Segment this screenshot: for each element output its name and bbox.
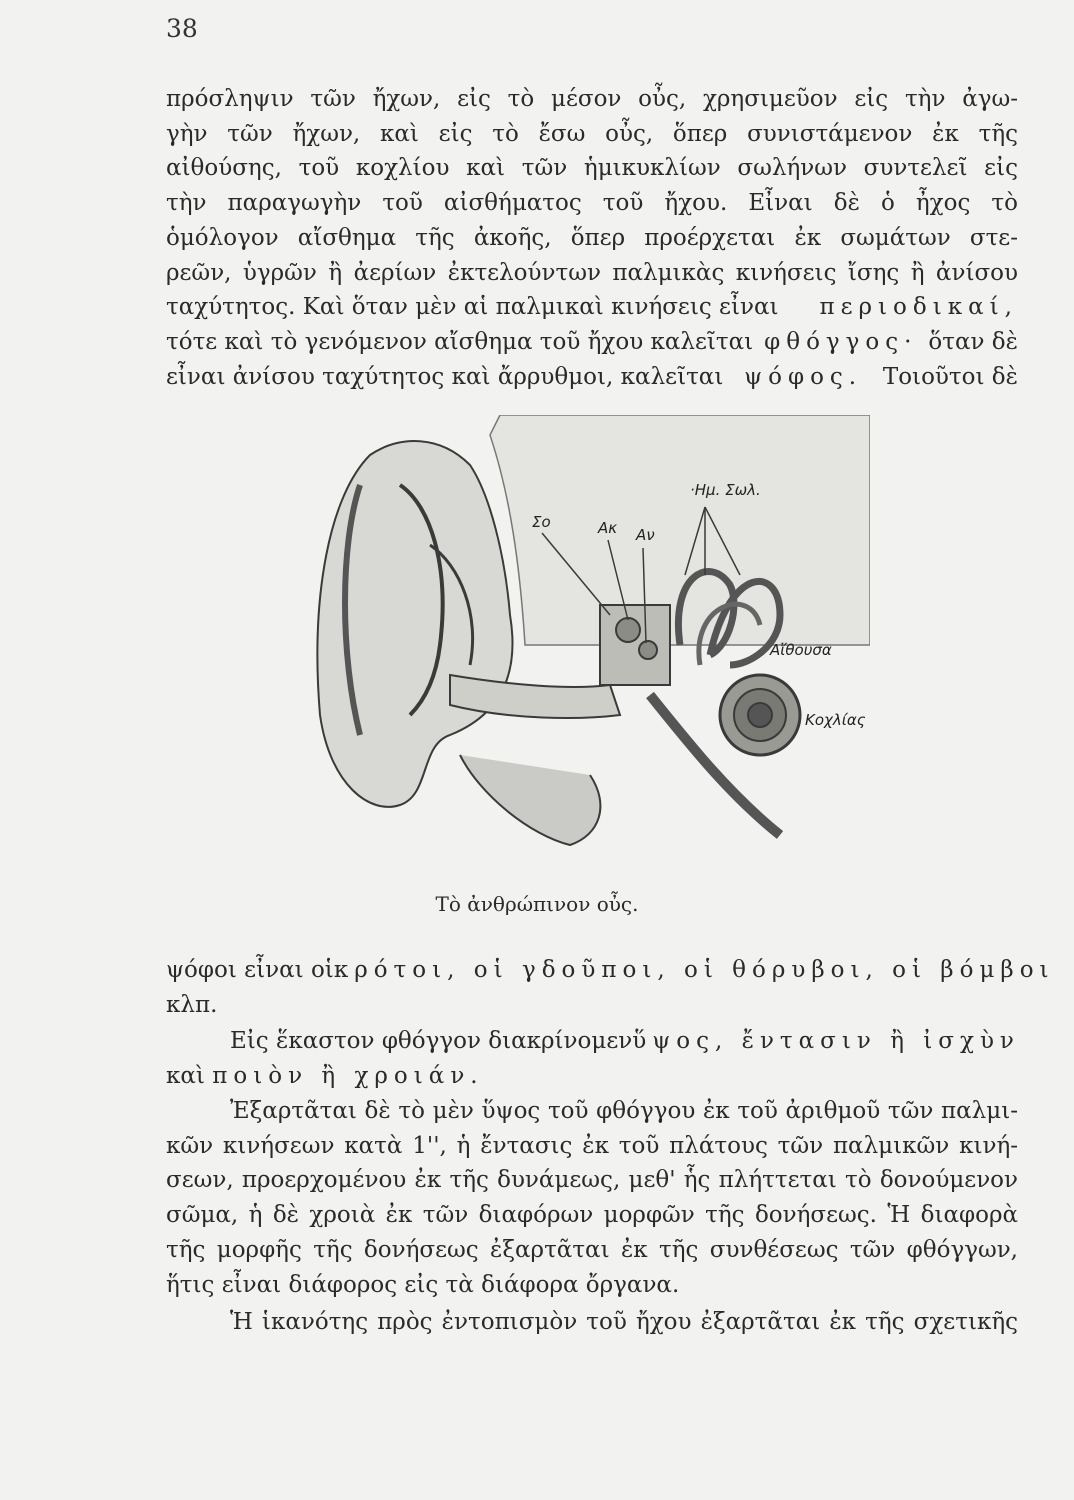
lower-tissue [460, 755, 600, 845]
spaced-term: κρότοι, οἱ γδοῦποι, οἱ θόρυβοι, οἱ βόμβοι [333, 957, 1055, 983]
spaced-term: ψόφος. [744, 363, 863, 390]
paragraph-localization [166, 1305, 1018, 1340]
text-line: γὴν τῶν ἤχων, καὶ εἰς τὸ ἔσω οὖς, ὅπερ συνιστάμενον ἐκ τῆς [166, 120, 1018, 147]
figure-caption: Τὸ ἀνθρώπινον οὖς. [435, 892, 639, 916]
spaced-term: ποιὸν ἢ χροιάν. [212, 1062, 484, 1089]
text-run: εἶναι ἀνίσου ταχύτητος καὶ ἄρρυθμοι, καλεῖται [166, 363, 724, 390]
text-line: τὴν παραγωγὴν τοῦ αἰσθήματος τοῦ ἤχου. Εἶναι δὲ ὁ ἦχος τὸ [166, 190, 1018, 217]
spaced-term: περιοδικαί, [819, 294, 1018, 321]
cochlea-spiral [748, 703, 772, 727]
text-run: καὶ [166, 1062, 205, 1089]
text-line: κλπ. [166, 991, 218, 1018]
text-line: ἥτις εἶναι διάφορος εἰς τὰ διάφορα ὄργανα. [166, 1271, 680, 1298]
text-line: σῶμα, ἡ δὲ χροιὰ ἐκ τῶν διαφόρων μορφῶν τῆς δονήσεως. Ἡ διαφορὰ [166, 1202, 1018, 1229]
text-line [166, 290, 1018, 325]
label-stirrup: Ακ [598, 519, 618, 537]
paragraph-noises [166, 953, 1055, 1022]
label-anvil: Αν [636, 526, 655, 544]
ossicle-stirrup [616, 618, 640, 642]
spaced-term: φθόγγος· [764, 328, 918, 355]
text-line [166, 360, 1018, 395]
text-line: Ἐξαρτᾶται δὲ τὸ μὲν ὕψος τοῦ φθόγγου ἐκ τοῦ ἀριθμοῦ τῶν παλμι- [230, 1098, 1018, 1124]
text-line [166, 325, 1018, 360]
page-number: 38 [166, 14, 198, 43]
text-line: σεων, προερχομένου ἐκ τῆς δυνάμεως, μεθ' ἧς πλήττεται τὸ δονούμενον [166, 1167, 1018, 1194]
text-line [166, 1059, 1018, 1094]
paragraph-dependence [166, 1094, 1018, 1302]
label-cochlea: Κοχλίας [805, 711, 866, 729]
paragraph-qualities [166, 1024, 1018, 1093]
text-line: ὁμόλογον αἴσθημα τῆς ἀκοῆς, ὅπερ προέρχεται ἐκ σωμάτων στε- [166, 224, 1018, 251]
text-run: ταχύτητος. Καὶ ὅταν μὲν αἱ παλμικαὶ κινήσεις εἶναι [166, 294, 779, 321]
paragraph-intro [166, 82, 1018, 394]
text-run: τότε καὶ τὸ γενόμενον αἴσθημα τοῦ ἤχου καλεῖται [166, 328, 754, 355]
text-line: αἰθούσης, τοῦ κοχλίου καὶ τῶν ἡμικυκλίων σωλήνων συντελεῖ εἰς [166, 155, 1018, 182]
text-run: Εἰς ἕκαστον φθόγγον διακρίνομεν [230, 1028, 633, 1054]
text-run: ὅταν δὲ [928, 328, 1018, 355]
text-run: Τοιοῦτοι δὲ [882, 363, 1018, 390]
ossicle-anvil [639, 641, 657, 659]
text-line [166, 953, 1055, 988]
text-line: κῶν κινήσεων κατὰ 1'', ἡ ἔντασις ἐκ τοῦ πλάτους τῶν παλμικῶν κινή- [166, 1132, 1018, 1159]
text-line: πρόσληψιν τῶν ἤχων, εἰς τὸ μέσον οὖς, χρησιμεῦον εἰς τὴν ἀγω- [166, 86, 1018, 112]
label-vestibule: Αἴθουσα [770, 641, 832, 659]
text-line: τῆς μορφῆς τῆς δονήσεως ἐξαρτᾶται ἐκ τῆς συνθέσεως τῶν φθόγγων, [166, 1236, 1018, 1263]
text-line [166, 1024, 1018, 1059]
spaced-term: ὕψος, ἔντασιν ἢ ἰσχὺν [632, 1028, 1020, 1054]
text-run: ψόφοι εἶναι οἱ [166, 957, 334, 983]
ear-anatomy-illustration [310, 415, 870, 865]
text-line: Ἡ ἱκανότης πρὸς ἐντοπισμὸν τοῦ ἤχου ἐξαρτᾶται ἐκ τῆς σχετικῆς [230, 1309, 1018, 1335]
label-semicircular-canals: ·Ημ. Σωλ. [690, 481, 761, 499]
middle-ear [600, 605, 670, 685]
text-line: ρεῶν, ὑγρῶν ἢ ἀερίων ἐκτελούντων παλμικὰς κινήσεις ἴσης ἢ ἀνίσου [166, 259, 1018, 286]
label-external-canal: Σο [532, 513, 551, 531]
